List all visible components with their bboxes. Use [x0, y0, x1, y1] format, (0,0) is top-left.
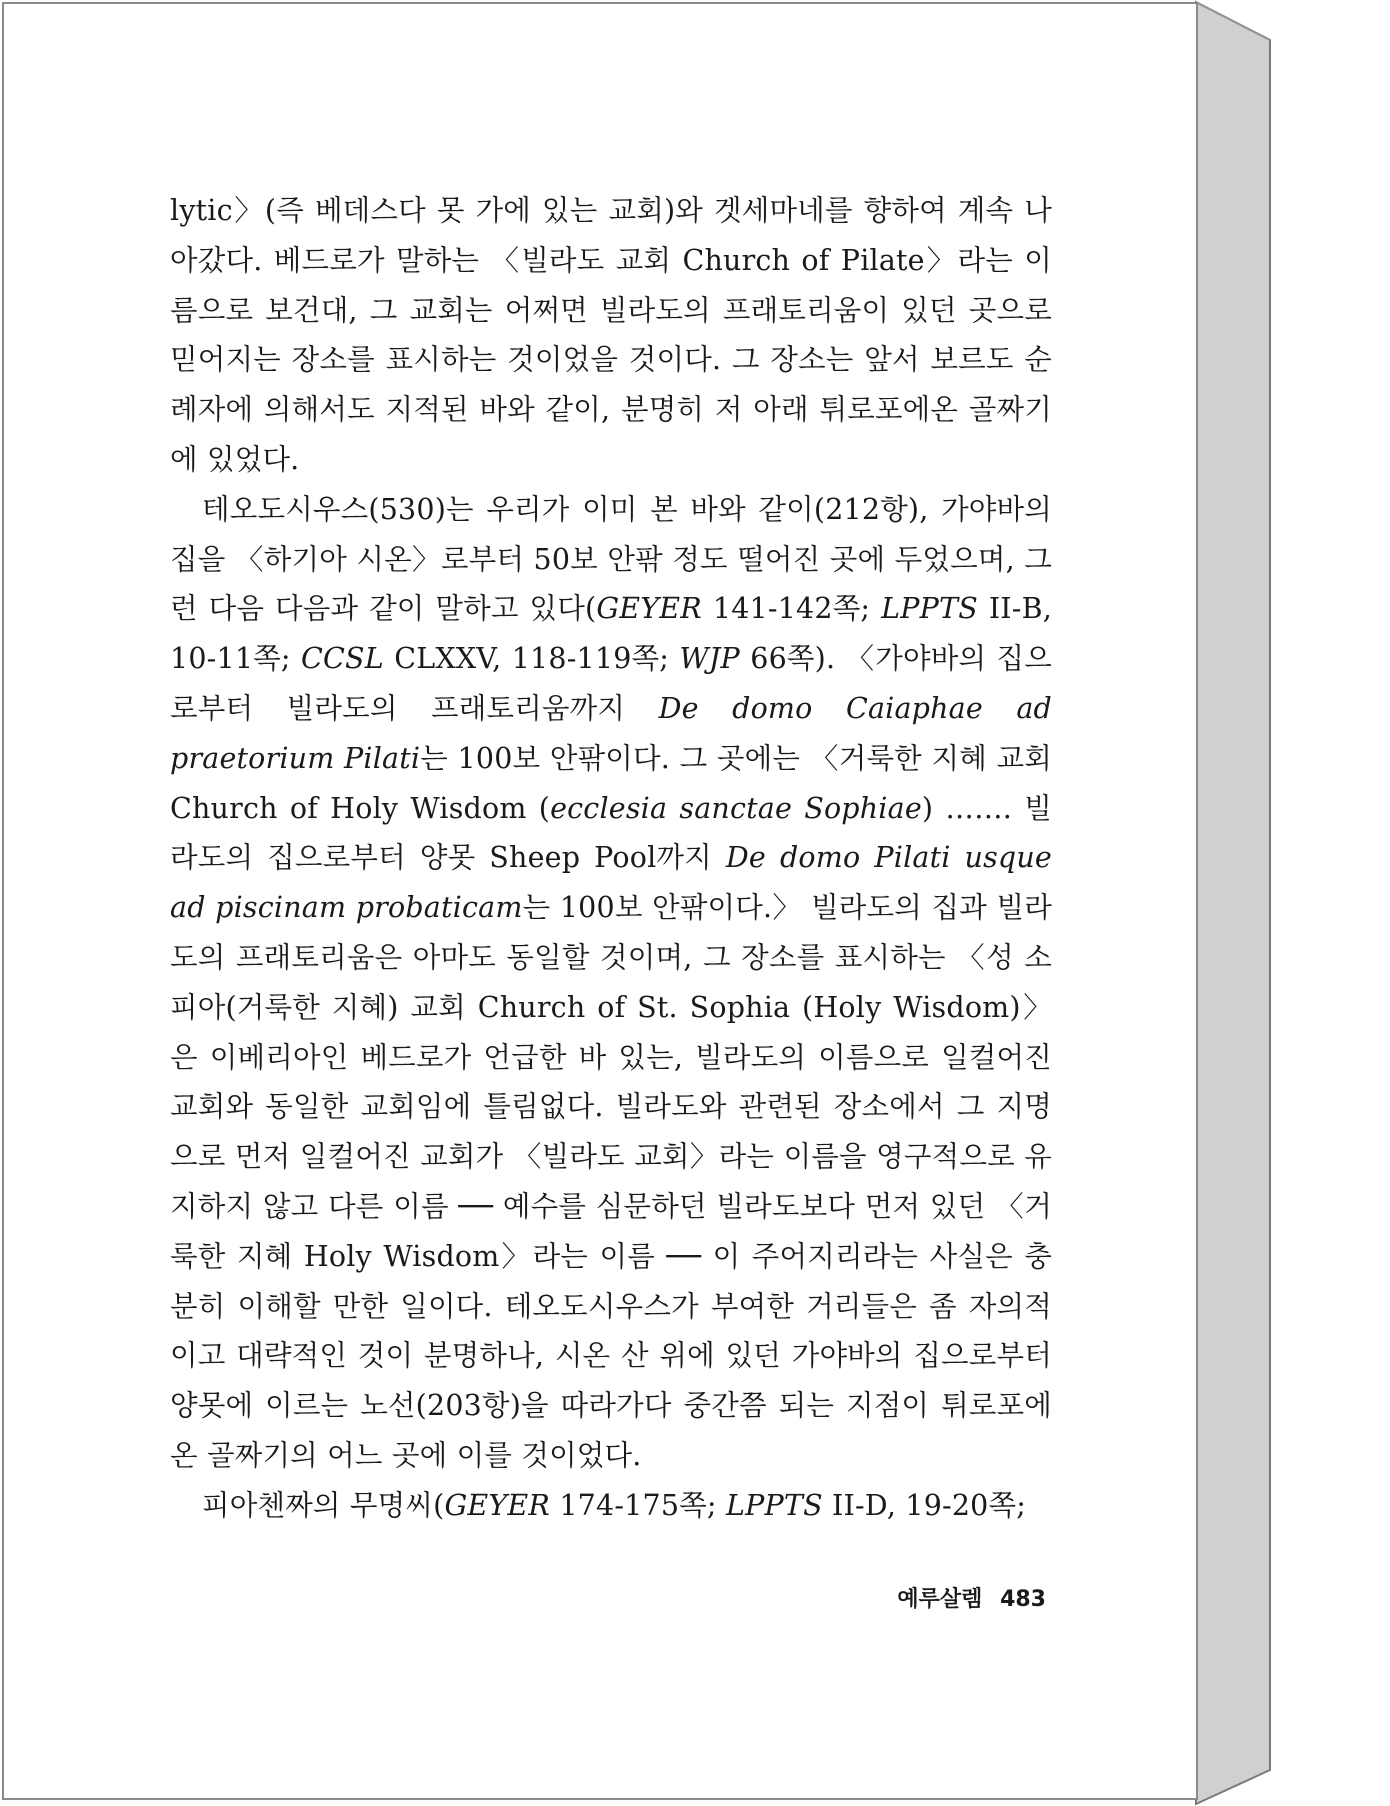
italic-citation-text: De domo Pilati usque ad piscinam probaticam: [170, 841, 1052, 925]
text-run: 는 100보 안팎이다.〉 빌라도의 집과 빌라도의 프래토리움은 아마도 동일할 것이며, 그 장소를 표시하는 〈성 소피아(거룩한 지혜) 교회 Church of St. Sophia (Holy Wisdom)〉은 이베리아인 베드로가 언급한 바 있는, 빌라도의 이름으로 일컬어진 교회와 동일한 교회임에 틀림없다. 빌라도와 관련된 장소에서 그 지명으로 먼저 일컬어진 교회가 〈빌라도 교회〉라는 이름을 영구적으로 유지하지 않고 다른 이름 ── 예수를 심문하던 빌라도보다 먼저 있던 〈거룩한 지혜 Holy Wisdom〉라는 이름 ── 이 주어지리라는 사실은 충분히 이해할 만한 일이다. 테오도시우스가 부여한 거리들은 좀 자의적이고 대략적인 것이 분명하나, 시온 산 위에 있던 가야바의 집으로부터 양못에 이르는 노선(203항)을 따라가다 중간쯤 되는 지점이 튀로포에온 골짜기의 어느 곳에 이를 것이었다.: [170, 891, 1052, 1472]
italic-citation-text: LPPTS: [881, 592, 978, 626]
paragraph-2: [170, 485, 1052, 1481]
text-run: ) ……. 빌라도의 집으로부터 양못 Sheep Pool까지: [170, 791, 1053, 875]
running-footer: [846, 1582, 1046, 1613]
text-run: CLXXV, 118-119쪽;: [383, 642, 680, 676]
paragraph-3: [170, 1481, 1052, 1531]
italic-citation-text: GEYER: [444, 1488, 551, 1522]
page-body-text: [170, 186, 1052, 1531]
italic-citation-text: De domo Caiaphae ad praetorium Pilati: [170, 691, 1052, 775]
text-run: II-D, 19-20쪽;: [822, 1488, 1027, 1522]
italic-citation-text: GEYER: [596, 592, 702, 626]
text-run: 141-142쪽;: [701, 592, 882, 626]
text-run: 피아첸짜의 무명씨(: [202, 1488, 445, 1522]
text-run: 테오도시우스(530)는 우리가 이미 본 바와 같이(212항), 가야바의 집을 〈하기아 시온〉로부터 50보 안팎 정도 떨어진 곳에 두었으며, 그런 다음 다음과 같이 말하고 있다(: [170, 492, 1052, 626]
footer-section-title: 예루살렘: [897, 1587, 983, 1612]
italic-citation-text: ecclesia sanctae Sophiae: [550, 791, 922, 825]
text-run: lytic〉(즉 베데스다 못 가에 있는 교회)와 겟세마네를 향하여 계속 나아갔다. 베드로가 말하는 〈빌라도 교회 Church of Pilate〉라는 이름으로 보건대, 그 교회는 어쩌면 빌라도의 프래토리움이 있던 곳으로 믿어지는 장소를 표시하는 것이었을 것이다. 그 장소는 앞서 보르도 순례자에 의해서도 지적된 바와 같이, 분명히 저 아래 튀로포에온 골짜기에 있었다.: [170, 194, 1052, 476]
italic-citation-text: CCSL: [301, 642, 384, 676]
italic-citation-text: LPPTS: [725, 1488, 823, 1522]
text-run: 66쪽). 〈가야바의 집으로부터 빌라도의 프래토리움까지: [170, 642, 1053, 725]
italic-citation-text: WJP: [679, 642, 740, 676]
text-run: 174-175쪽;: [550, 1488, 726, 1522]
text-run: 는 100보 안팎이다. 그 곳에는 〈거룩한 지혜 교회 Church of Holy Wisdom (: [170, 741, 1053, 825]
text-run: II-B, 10-11쪽;: [170, 592, 1052, 676]
page-number: 483: [1000, 1587, 1046, 1612]
paragraph-1: [170, 186, 1052, 485]
